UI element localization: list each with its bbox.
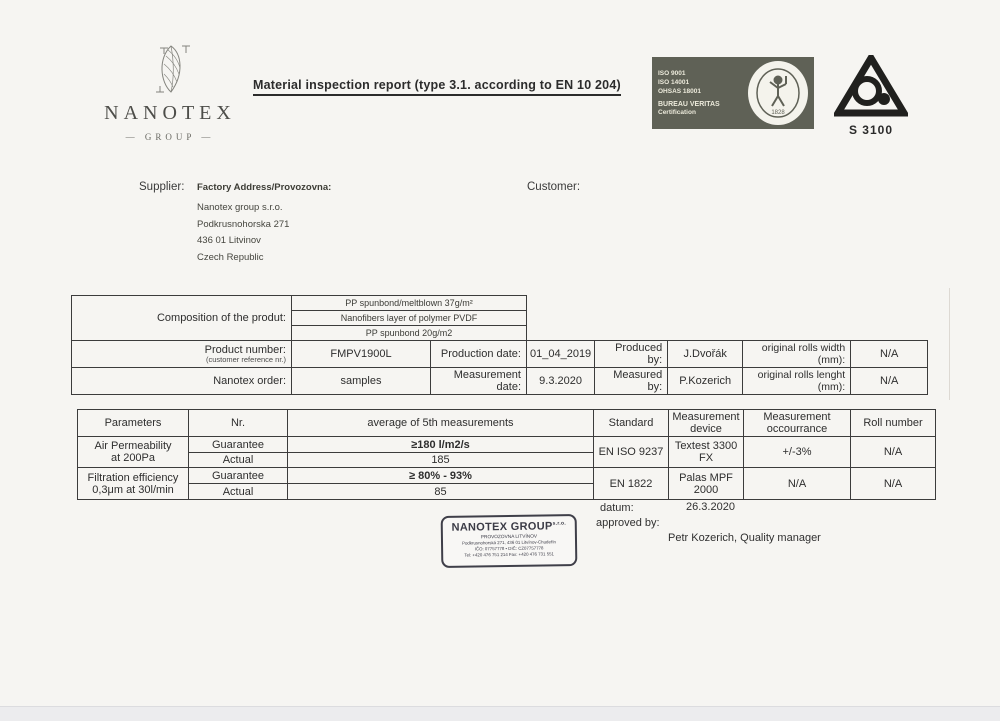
nanotex-order-label: Nanotex order: bbox=[72, 368, 292, 395]
stamp-line: Podkrusnohorská 271, 436 01 Litvínov-Chudeřín bbox=[462, 539, 557, 546]
nr-guarantee: Guarantee bbox=[189, 437, 288, 453]
col-header-standard: Standard bbox=[594, 410, 669, 437]
roll-number-value: N/A bbox=[851, 437, 936, 468]
parameter-line1: Filtration efficiency bbox=[87, 471, 179, 484]
device-value: Textest 3300 FX bbox=[669, 437, 744, 468]
occurrence-value: +/-3% bbox=[744, 437, 851, 468]
nr-actual: Actual bbox=[189, 484, 288, 500]
iso-line: OHSAS 18001 bbox=[658, 87, 701, 95]
product-number-sublabel: (customer reference nr.) bbox=[205, 355, 286, 364]
iso-line: ISO 9001 bbox=[658, 69, 686, 77]
product-info-table bbox=[71, 295, 928, 395]
logo-wordmark: NANOTEX bbox=[104, 102, 236, 124]
produced-by-value: J.Dvořák bbox=[668, 341, 743, 368]
stamp-company-name bbox=[443, 520, 575, 534]
address-line: Podkrusnohorska 271 bbox=[197, 218, 290, 230]
composition-row: PP spunbond 20g/m2 bbox=[292, 326, 527, 341]
parameter-air-permeability bbox=[78, 437, 189, 468]
rolls-length-value: N/A bbox=[851, 368, 928, 395]
guarantee-value: ≥180 l/m2/s bbox=[288, 437, 594, 453]
s3100-mark bbox=[833, 55, 909, 137]
nanotex-order-value: samples bbox=[292, 368, 431, 395]
certification-label: Certification bbox=[658, 108, 696, 116]
company-stamp bbox=[441, 514, 578, 568]
certification-text-block bbox=[652, 70, 744, 117]
col-header-occurrence: Measurement occourrance bbox=[744, 410, 851, 437]
production-date-value: 01_04_2019 bbox=[527, 341, 595, 368]
rolls-width-value: N/A bbox=[851, 341, 928, 368]
measured-by-value: P.Kozerich bbox=[668, 368, 743, 395]
triangle-logo-icon bbox=[834, 55, 908, 117]
parameter-line1: Air Permeability bbox=[94, 440, 172, 452]
iso-line: ISO 14001 bbox=[658, 78, 690, 86]
measurement-date-value: 9.3.2020 bbox=[527, 368, 595, 395]
factory-address-label: Factory Address/Provozovna: bbox=[197, 182, 332, 193]
occurrence-value: N/A bbox=[744, 468, 851, 500]
col-header-roll-number: Roll number bbox=[851, 410, 936, 437]
parameter-line2: at 200Pa bbox=[110, 452, 156, 464]
production-date-label: Production date: bbox=[431, 341, 527, 368]
scan-bottom-edge bbox=[0, 706, 1000, 721]
nr-actual: Actual bbox=[189, 453, 288, 468]
product-number-label-text: Product number: bbox=[204, 344, 286, 356]
composition-label: Composition of the produt: bbox=[72, 296, 292, 341]
rolls-width-label: original rolls width (mm): bbox=[743, 341, 851, 368]
col-header-parameters: Parameters bbox=[78, 410, 189, 437]
parameter-filtration-efficiency bbox=[78, 468, 189, 500]
guarantee-value: ≥ 80% - 93% bbox=[288, 468, 594, 484]
measurement-date-label: Measurement date: bbox=[431, 368, 527, 395]
bureau-veritas-label: BUREAU VERITAS bbox=[658, 100, 720, 108]
document-title: Material inspection report (type 3.1. according to EN 10 204) bbox=[253, 78, 621, 96]
stamp-line: IČO: 07757778 • DIČ: CZ07757778 bbox=[474, 545, 544, 552]
standard-value: EN 1822 bbox=[594, 468, 669, 500]
datum-label: datum: bbox=[600, 502, 634, 514]
actual-value: 85 bbox=[288, 484, 594, 500]
s3100-label: S 3100 bbox=[848, 123, 894, 137]
nr-guarantee: Guarantee bbox=[189, 468, 288, 484]
composition-row: Nanofibers layer of polymer PVDF bbox=[292, 311, 527, 326]
parameter-line2: 0,3μm at 30l/min bbox=[92, 483, 174, 496]
nanotex-logo bbox=[100, 42, 240, 142]
stamp-name-text: NANOTEX GROUP bbox=[451, 520, 553, 534]
supplier-label: Supplier: bbox=[139, 181, 185, 193]
approved-by-value: Petr Kozerich, Quality manager bbox=[668, 532, 821, 544]
address-line: Nanotex group s.r.o. bbox=[197, 202, 283, 213]
col-header-average: average of 5th measurements bbox=[288, 410, 594, 437]
approved-by-label: approved by: bbox=[596, 517, 660, 529]
device-value: Palas MPF 2000 bbox=[669, 468, 744, 500]
measurements-table bbox=[77, 409, 936, 500]
col-header-nr: Nr. bbox=[189, 410, 288, 437]
stamp-line: Tel: +420 476 751 214 Fax: +420 476 731 551 bbox=[464, 551, 554, 558]
product-number-label bbox=[72, 341, 292, 368]
measured-by-label: Measured by: bbox=[595, 368, 668, 395]
bureau-veritas-seal-icon bbox=[746, 60, 810, 126]
svg-text:1828: 1828 bbox=[771, 110, 785, 116]
empty-region bbox=[527, 296, 928, 341]
datum-value: 26.3.2020 bbox=[686, 501, 735, 513]
standard-value: EN ISO 9237 bbox=[594, 437, 669, 468]
actual-value: 185 bbox=[288, 453, 594, 468]
bureau-veritas-badge bbox=[652, 57, 814, 129]
col-header-device: Measurement device bbox=[669, 410, 744, 437]
roll-number-value: N/A bbox=[851, 468, 936, 500]
produced-by-label: Produced by: bbox=[595, 341, 668, 368]
stamp-name-suffix: s.r.o. bbox=[552, 520, 567, 527]
leaf-icon bbox=[138, 42, 202, 100]
logo-group-line: — GROUP — bbox=[125, 132, 215, 142]
rolls-length-label: original rolls lenght (mm): bbox=[743, 368, 851, 395]
customer-label: Customer: bbox=[527, 181, 581, 193]
address-line: 436 01 Litvinov bbox=[197, 235, 261, 246]
address-line: Czech Republic bbox=[197, 251, 264, 263]
factory-address-block bbox=[197, 182, 331, 268]
product-number-value: FMPV1900L bbox=[292, 341, 431, 368]
composition-row: PP spunbond/meltblown 37g/m² bbox=[292, 296, 527, 311]
scan-fold-line bbox=[949, 288, 950, 400]
stamp-line: PROVOZOVNA LITVÍNOV bbox=[480, 533, 538, 541]
